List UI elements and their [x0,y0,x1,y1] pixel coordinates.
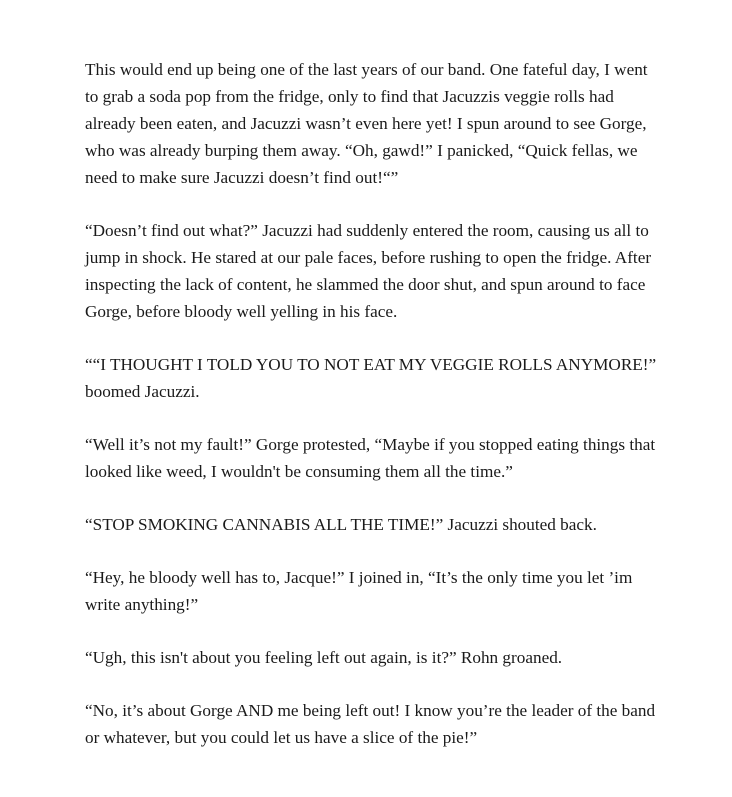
paragraph: “Hey, he bloody well has to, Jacque!” I joined in, “It’s the only time you let ’im write anything!” [85,568,633,614]
paragraph: ““I THOUGHT I TOLD YOU TO NOT EAT MY VEGGIE ROLLS ANYMORE!” boomed Jacuzzi. [85,355,657,401]
paragraph: “Ugh, this isn't about you feeling left out again, is it?” Rohn groaned. [85,648,563,667]
paragraph: “STOP SMOKING CANNABIS ALL THE TIME!” Jacuzzi shouted back. [85,515,597,534]
paragraph: “No, it’s about Gorge AND me being left out! I know you’re the leader of the band or whatever, but you could let us have a slice of the pie!” [85,701,656,747]
paragraph: “Well it’s not my fault!” Gorge protested, “Maybe if you stopped eating things that looked like weed, I wouldn't be consuming them all the time.” [85,435,656,481]
paragraph: This would end up being one of the last years of our band. One fateful day, I went to grab a soda pop from the fridge, only to find that Jacuzzis veggie rolls had already been eaten, and Jacuzzi wasn’t even here yet! I spun around to see Gorge, who was already burping them away. “Oh, gawd!” I panicked, “Quick fellas, we need to make sure Jacuzzi doesn’t find out!“” [85,60,648,187]
document-body [85,56,660,777]
paragraph: “Doesn’t find out what?” Jacuzzi had suddenly entered the room, causing us all to jump in shock. He stared at our pale faces, before rushing to open the fridge. After inspecting the lack of content, he slammed the door shut, and spun around to face Gorge, before bloody well yelling in his face. [85,221,652,321]
